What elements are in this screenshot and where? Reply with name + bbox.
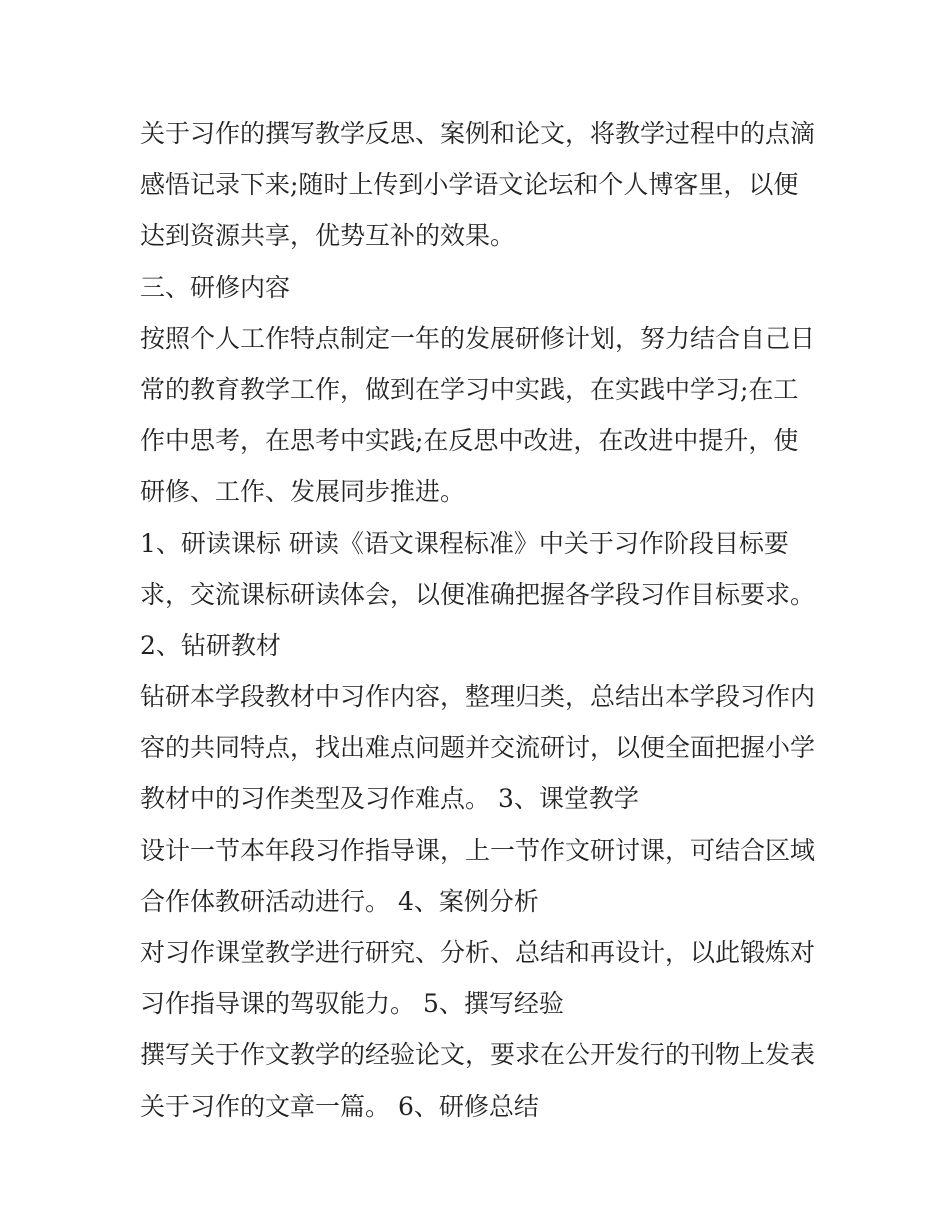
text-line: 按照个人工作特点制定一年的发展研修计划，努力结合自己日 [140,323,816,353]
text-line: 合作体教研活动进行。 4、案例分析 [140,886,539,916]
text-line: 关于习作的撰写教学反思、案例和论文，将教学过程中的点滴 [140,119,816,148]
section-heading: 三、研修内容 [140,272,291,302]
text-line: 对习作课堂教学进行研究、分析、总结和再设计，以此锻炼对 [140,938,816,967]
text-line: 作中思考，在思考中实践;在反思中改进，在改进中提升，使 [140,426,799,456]
text-line: 关于习作的文章一篇。 6、研修总结 [140,1091,539,1121]
text-line: 教材中的习作类型及习作难点。 3、课堂教学 [140,784,639,814]
text-line: 撰写关于作文教学的经验论文，要求在公开发行的刊物上发表 [140,1040,816,1070]
subsection-heading: 2、钻研教材 [140,630,281,660]
text-line: 习作指导课的驾驭能力。 5、撰写经验 [140,989,564,1019]
text-line: 感悟记录下来;随时上传到小学语文论坛和个人博客里，以便 [140,170,799,200]
text-line: 1、研读课标 研读《语文课程标准》中关于习作阶段目标要 [140,528,789,558]
text-line: 求，交流课标研读体会，以便准确把握各学段习作目标要求。 [140,579,816,609]
text-line: 常的教育教学工作，做到在学习中实践，在实践中学习;在工 [140,374,799,404]
text-line: 达到资源共享，优势互补的效果。 [140,221,516,251]
text-line: 容的共同特点，找出难点问题并交流研讨，以便全面把握小学 [140,733,816,763]
document-body [140,108,830,1132]
text-line: 研修、工作、发展同步推进。 [140,477,466,507]
text-line: 设计一节本年段习作指导课，上一节作文研讨课，可结合区域 [140,835,816,865]
text-line: 钻研本学段教材中习作内容，整理归类，总结出本学段习作内 [140,682,816,712]
